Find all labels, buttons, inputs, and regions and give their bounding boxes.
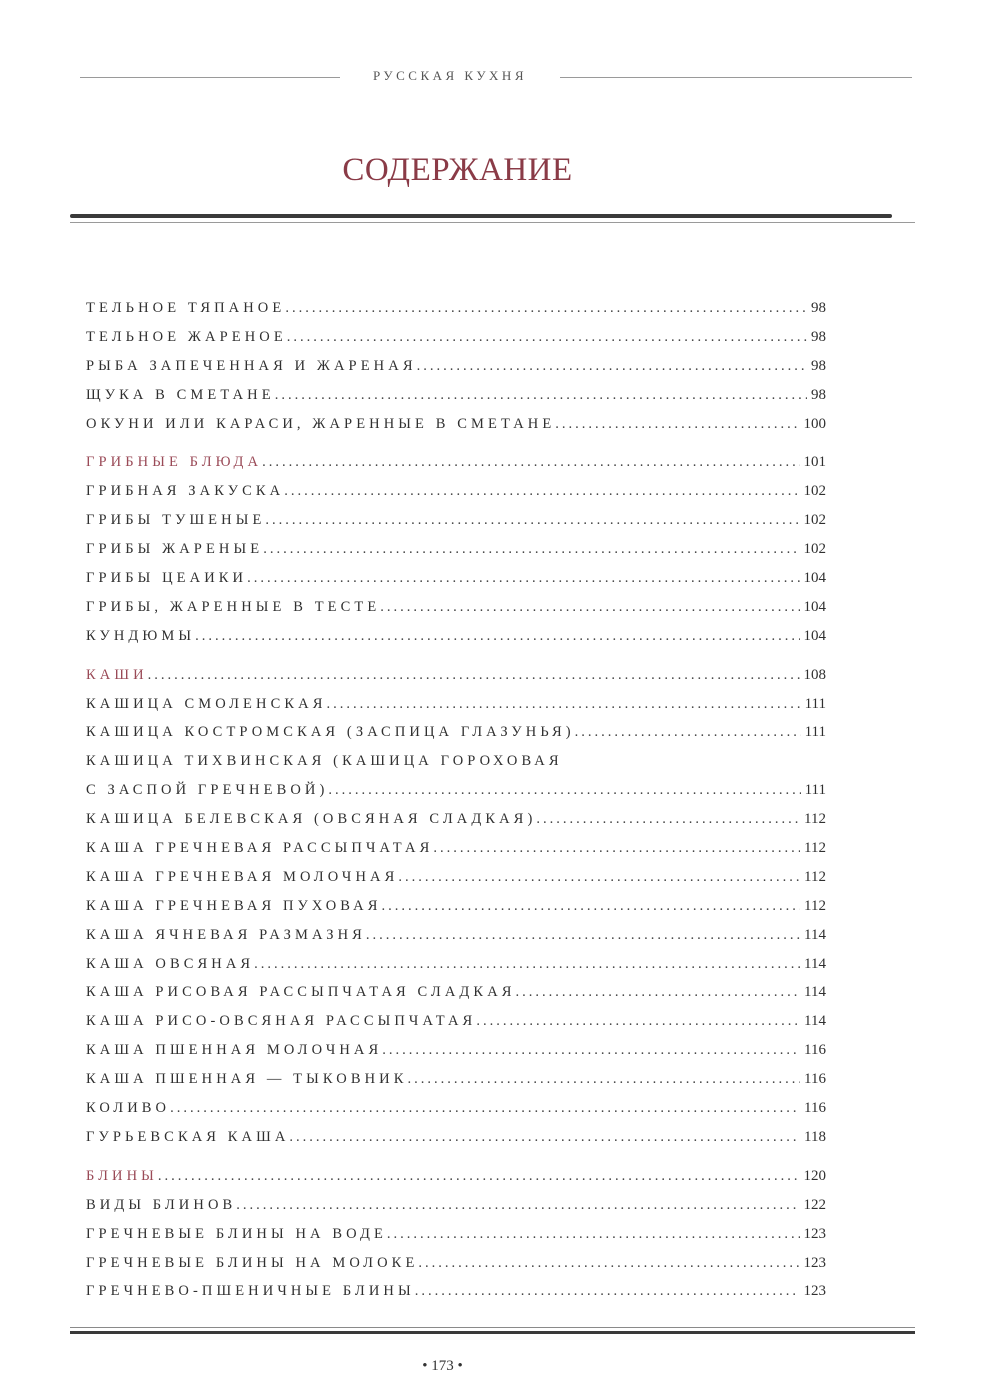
toc-entry-label: КАШИЦА ТИХВИНСКАЯ (КАШИЦА ГОРОХОВАЯ	[86, 753, 563, 770]
title-rule-thin	[70, 222, 915, 223]
leader-dots	[289, 1123, 800, 1152]
toc-entry-label: ГРИБЫ ЖАРЕНЫЕ	[86, 541, 264, 558]
toc-entry-page: 116	[804, 1100, 826, 1117]
leader-dots	[387, 1220, 800, 1249]
toc-entry-page: 112	[804, 811, 826, 828]
toc-entry-page: 104	[803, 627, 826, 644]
leader-dots	[366, 921, 800, 950]
toc-entry[interactable]	[86, 1220, 826, 1249]
toc-entry-label: КАШИЦА КОСТРОМСКАЯ (ЗАСПИЦА ГЛАЗУНЬЯ)	[86, 724, 575, 741]
toc-entry-label: КАША ГРЕЧНЕВАЯ МОЛОЧНАЯ	[86, 868, 399, 885]
toc-entry[interactable]	[86, 564, 826, 593]
toc-entry[interactable]	[86, 892, 826, 921]
toc-entry-label: КАША ОВСЯНАЯ	[86, 955, 255, 972]
toc-entry[interactable]	[86, 535, 826, 564]
toc-entry-label: КАША ПШЕННАЯ — ТЫКОВНИК	[86, 1071, 408, 1088]
toc-entry-label: КАША ГРЕЧНЕВАЯ ПУХОВАЯ	[86, 897, 382, 914]
toc-entry-label: КАША РИСО-ОВСЯНАЯ РАССЫПЧАТАЯ	[86, 1013, 477, 1030]
toc-entry-page: 100	[803, 415, 826, 432]
leader-dots	[263, 535, 799, 564]
leader-dots	[382, 892, 801, 921]
toc-entry-page: 114	[804, 955, 826, 972]
title-rule-thick	[70, 214, 892, 218]
table-of-contents	[86, 294, 826, 1306]
toc-entry-label: ГРЕЧНЕВЫЕ БЛИНЫ НА МОЛОКЕ	[86, 1254, 419, 1271]
toc-section-heading[interactable]	[86, 448, 826, 477]
leader-dots	[287, 323, 807, 352]
toc-entry-label: ГРИБЫ, ЖАРЕННЫЕ В ТЕСТЕ	[86, 598, 381, 615]
leader-dots	[195, 622, 799, 651]
toc-entry-label: ВИДЫ БЛИНОВ	[86, 1196, 237, 1213]
toc-entry-label: КАША РИСОВАЯ РАССЫПЧАТАЯ СЛАДКАЯ	[86, 984, 516, 1001]
toc-entry[interactable]	[86, 352, 826, 381]
toc-entry-label: ТЕЛЬНОЕ ТЯПАНОЕ	[86, 300, 286, 316]
header-rule-left	[80, 77, 340, 78]
page-title: СОДЕРЖАНИЕ	[342, 152, 573, 188]
toc-entry-label: ГРЕЧНЕВО-ПШЕНИЧНЫЕ БЛИНЫ	[86, 1283, 415, 1300]
toc-entry-label: ГРИБНАЯ ЗАКУСКА	[86, 483, 285, 500]
toc-entry-page: 120	[803, 1167, 826, 1184]
toc-entry-page: 101	[803, 454, 826, 471]
toc-entry[interactable]	[86, 622, 826, 651]
leader-dots	[262, 448, 799, 477]
toc-entry-label: ГРИБЫ ТУШЕНЫЕ	[86, 512, 266, 529]
leader-dots	[328, 776, 800, 805]
toc-entry-page: 112	[804, 840, 826, 857]
leader-dots	[418, 1249, 799, 1278]
toc-entry-page: 116	[804, 1071, 826, 1088]
toc-entry[interactable]	[86, 294, 826, 323]
leader-dots	[254, 950, 800, 979]
toc-entry-label: РЫБА ЗАПЕЧЕННАЯ И ЖАРЕНАЯ	[86, 357, 417, 374]
toc-entry[interactable]	[86, 863, 826, 892]
toc-entry-page: 114	[804, 984, 826, 1001]
toc-entry-label: КАША ПШЕННАЯ МОЛОЧНАЯ	[86, 1042, 383, 1059]
toc-entry-first-line[interactable]	[86, 747, 826, 776]
header-rule-right	[560, 77, 912, 78]
toc-entry-label: ТЕЛЬНОЕ ЖАРЕНОЕ	[86, 328, 287, 345]
toc-entry-page: 114	[804, 1013, 826, 1030]
toc-entry-page: 111	[804, 724, 826, 741]
toc-entry-page: 114	[804, 926, 826, 943]
leader-dots	[476, 1007, 800, 1036]
toc-entry-page: 98	[811, 328, 826, 345]
leader-dots	[247, 564, 799, 593]
leader-dots	[380, 593, 799, 622]
toc-entry-page: 112	[804, 868, 826, 885]
page-number: • 173 •	[422, 1358, 463, 1374]
toc-entry-page: 123	[803, 1254, 826, 1271]
leader-dots	[536, 805, 800, 834]
leader-dots	[275, 381, 807, 410]
toc-entry-label: КУНДЮМЫ	[86, 627, 196, 644]
leader-dots	[408, 1065, 801, 1094]
toc-entry[interactable]	[86, 1065, 826, 1094]
toc-entry-page: 102	[803, 512, 826, 529]
leader-dots	[575, 718, 801, 747]
leader-dots	[170, 1094, 800, 1123]
toc-entry-page: 98	[811, 300, 826, 316]
toc-entry[interactable]	[86, 593, 826, 622]
toc-entry-page: 98	[811, 357, 826, 374]
toc-entry[interactable]	[86, 1191, 826, 1220]
leader-dots	[415, 1277, 800, 1306]
leader-dots	[148, 661, 800, 690]
toc-entry-page: 111	[804, 782, 826, 799]
toc-entry-page: 104	[803, 598, 826, 615]
toc-entry-label: ГРИБЫ ЦЕАИКИ	[86, 570, 248, 587]
leader-dots	[236, 1191, 799, 1220]
toc-entry-label: КАШИЦА СМОЛЕНСКАЯ	[86, 695, 327, 712]
footer-rule-thin	[70, 1327, 915, 1328]
toc-entry[interactable]	[86, 381, 826, 410]
leader-dots	[516, 978, 801, 1007]
leader-dots	[265, 506, 799, 535]
toc-entry[interactable]	[86, 690, 826, 719]
toc-entry[interactable]	[86, 1007, 826, 1036]
leader-dots	[398, 863, 800, 892]
toc-entry[interactable]	[86, 950, 826, 979]
toc-section-heading[interactable]	[86, 1162, 826, 1191]
leader-dots	[433, 834, 800, 863]
toc-entry[interactable]	[86, 718, 826, 747]
toc-entry[interactable]	[86, 834, 826, 863]
toc-entry-page: 118	[804, 1128, 826, 1145]
toc-entry[interactable]	[86, 1123, 826, 1152]
leader-dots	[326, 690, 800, 719]
toc-entry[interactable]	[86, 978, 826, 1007]
toc-entry-label: КОЛИВО	[86, 1100, 171, 1117]
toc-section-label: КАШИ	[86, 666, 148, 683]
toc-entry-page: 102	[803, 483, 826, 500]
leader-dots	[417, 352, 807, 381]
toc-entry-label: КАША ЯЧНЕВАЯ РАЗМАЗНЯ	[86, 926, 366, 943]
toc-entry-page: 123	[803, 1225, 826, 1242]
running-header	[0, 66, 990, 90]
running-title: РУССКАЯ КУХНЯ	[373, 68, 527, 83]
toc-section-heading[interactable]	[86, 661, 826, 690]
toc-entry-label: КАША ГРЕЧНЕВАЯ РАССЫПЧАТАЯ	[86, 840, 434, 857]
toc-entry[interactable]	[86, 410, 826, 439]
toc-entry[interactable]	[86, 805, 826, 834]
toc-entry-label: ЩУКА В СМЕТАНЕ	[86, 386, 275, 403]
toc-entry-page: 122	[803, 1196, 826, 1213]
toc-entry[interactable]	[86, 776, 826, 805]
toc-entry-page: 116	[804, 1042, 826, 1059]
leader-dots	[555, 410, 799, 439]
toc-section-label: БЛИНЫ	[86, 1167, 158, 1184]
toc-entry[interactable]	[86, 477, 826, 506]
toc-entry[interactable]	[86, 1036, 826, 1065]
toc-entry-label: ОКУНИ ИЛИ КАРАСИ, ЖАРЕННЫЕ В СМЕТАНЕ	[86, 415, 556, 432]
toc-entry-page: 123	[803, 1283, 826, 1300]
toc-entry-page: 98	[811, 386, 826, 403]
toc-entry[interactable]	[86, 921, 826, 950]
footer-rule-thick	[70, 1331, 915, 1334]
toc-entry-label: КАШИЦА БЕЛЕВСКАЯ (ОВСЯНАЯ СЛАДКАЯ)	[86, 811, 537, 828]
leader-dots	[285, 294, 807, 323]
leader-dots	[382, 1036, 800, 1065]
toc-entry-page: 108	[803, 666, 826, 683]
toc-entry-label: ГРЕЧНЕВЫЕ БЛИНЫ НА ВОДЕ	[86, 1225, 387, 1242]
leader-dots	[158, 1162, 800, 1191]
toc-entry[interactable]	[86, 1094, 826, 1123]
toc-entry-page: 112	[804, 897, 826, 914]
toc-entry[interactable]	[86, 323, 826, 352]
toc-entry-page: 111	[804, 695, 826, 712]
toc-entry-label: ГУРЬЕВСКАЯ КАША	[86, 1128, 290, 1145]
toc-section-label: ГРИБНЫЕ БЛЮДА	[86, 454, 263, 471]
toc-entry-page: 104	[803, 570, 826, 587]
toc-entry-label: С ЗАСПОЙ ГРЕЧНЕВОЙ)	[86, 782, 329, 799]
toc-entry[interactable]	[86, 1249, 826, 1278]
toc-entry-page: 102	[803, 541, 826, 558]
toc-entry[interactable]	[86, 1277, 826, 1306]
leader-dots	[284, 477, 799, 506]
toc-entry[interactable]	[86, 506, 826, 535]
